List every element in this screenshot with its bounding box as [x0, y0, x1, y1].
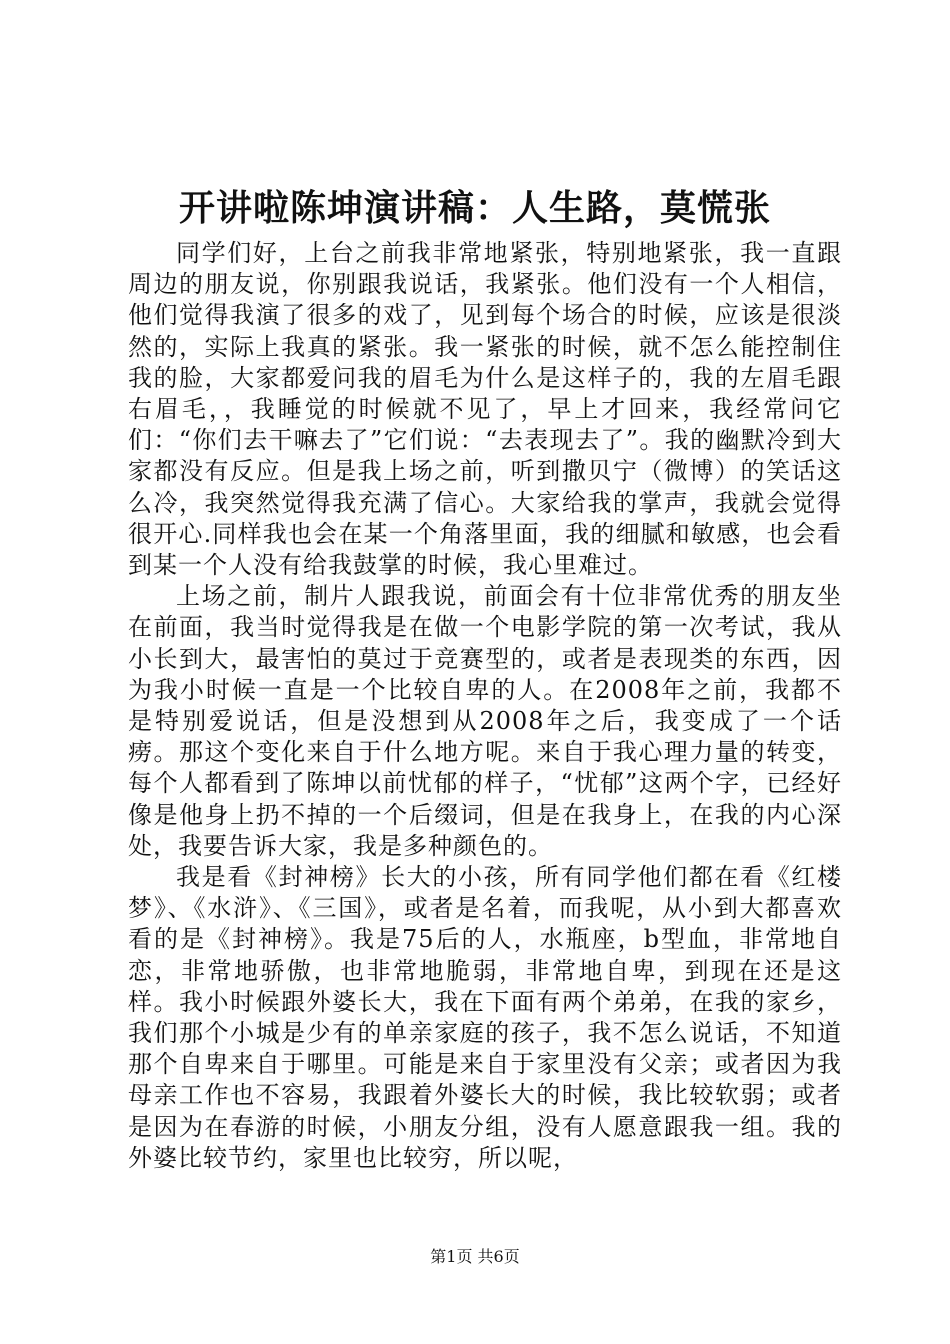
paragraph-3: 我是看《封神榜》长大的小孩，所有同学他们都在看《红楼梦》、《水浒》、《三国》，或者是名着，而我呢，从小到大都喜欢看的是《封神榜》。我是75后的人，水瓶座，b型血，非常地自恋，非常地骄傲，也非常地脆弱，非常地自卑，到现在还是这样。我小时候跟外婆长大，我在下面有两个弟弟，在我的家乡，我们那个小城是少有的单亲家庭的孩子，我不怎么说话，不知道那个自卑来自于哪里。可能是来自于家里没有父亲；或者因为我母亲工作也不容易，我跟着外婆长大的时候，我比较软弱；或者是因为在春游的时候，小朋友分组，没有人愿意跟我一组。我的外婆比较节约，家里也比较穷，所以呢，	[128, 863, 842, 1172]
paragraph-2: 上场之前，制片人跟我说，前面会有十位非常优秀的朋友坐在前面，我当时觉得我是在做一个电影学院的第一次考试，我从小长到大，最害怕的莫过于竞赛型的，或者是表现类的东西，因为我小时候一直是一个比较自卑的人。在2008年之前，我都不是特别爱说话，但是没想到从2008年之后，我变成了一个话痨。那这个变化来自于什么地方呢。来自于我心理力量的转变，每个人都看到了陈坤以前忧郁的样子，“忧郁”这两个字，已经好像是他身上扔不掉的一个后缀词，但是在我身上，在我的内心深处，我要告诉大家，我是多种颜色的。	[128, 582, 842, 860]
paragraph-1: 同学们好，上台之前我非常地紧张，特别地紧张，我一直跟周边的朋友说，你别跟我说话，我紧张。他们没有一个人相信，他们觉得我演了很多的戏了，见到每个场合的时候，应该是很淡然的，实际上我真的紧张。我一紧张的时候，就不怎么能控制住我的脸，大家都爱问我的眉毛为什么是这样子的，我的左眉毛跟右眉毛，，我睡觉的时候就不见了，早上才回来，我经常问它们：“你们去干嘛去了”它们说：“去表现去了”。我的幽默冷到大家都没有反应。但是我上场之前，听到撒贝宁（微博）的笑话这么冷，我突然觉得我充满了信心。大家给我的掌声，我就会觉得很开心.同样我也会在某一个角落里面，我的细腻和敏感，也会看到某一个人没有给我鼓掌的时候，我心里难过。	[128, 239, 842, 580]
document-body	[128, 238, 842, 1174]
page-number-footer: 第1页 共6页	[430, 1247, 520, 1266]
document-title: 开讲啦陈坤演讲稿：人生路，莫慌张	[178, 187, 771, 229]
